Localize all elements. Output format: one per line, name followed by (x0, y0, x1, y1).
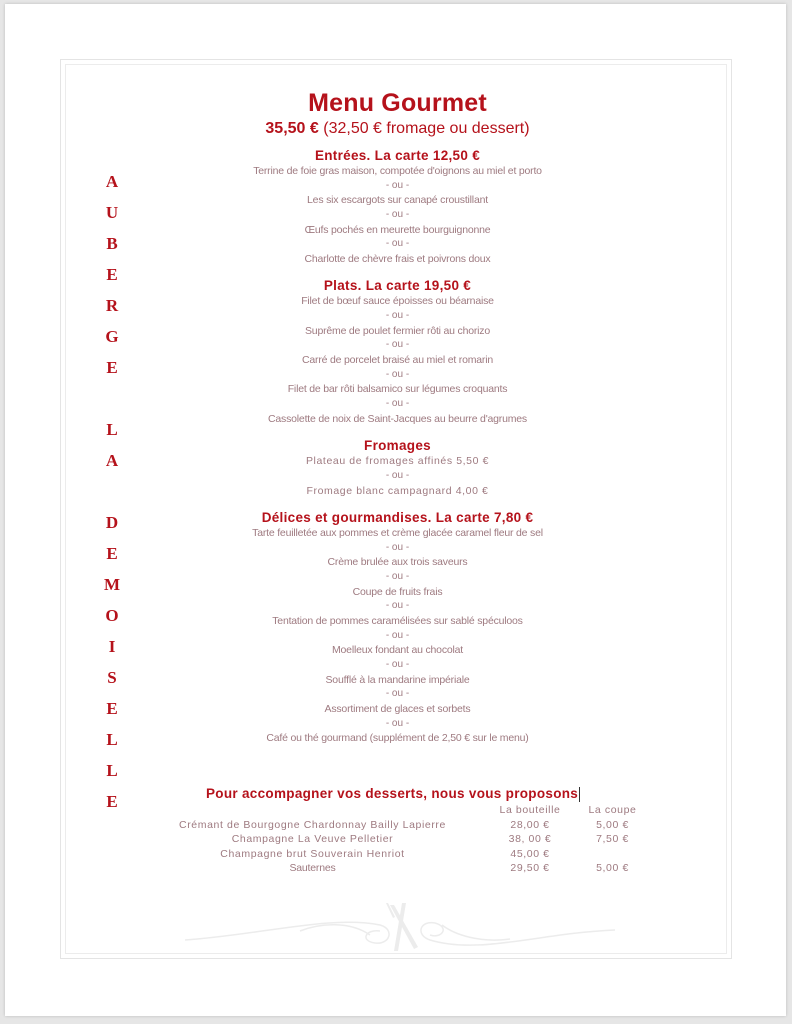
section-title-fromages: Fromages (364, 438, 431, 454)
section-title-plats: Plats. La carte 19,50 € (323, 278, 472, 294)
separator: - ou - (385, 688, 410, 700)
menu-item: Carré de porcelet braisé au miel et romarin (302, 354, 493, 367)
menu-item: Charlotte de chèvre frais et poivrons doux (304, 252, 491, 265)
separator: - ou - (385, 717, 410, 729)
side-letter: I (108, 637, 116, 656)
side-letter: A (105, 451, 119, 470)
side-letter: B (106, 234, 118, 253)
separator: - ou - (385, 541, 410, 553)
wine-name: Champagne brut Souverain Henriot (220, 847, 405, 860)
section-title-entrees: Entrées. La carte 12,50 € (314, 148, 481, 163)
side-letter: A (105, 172, 119, 191)
separator: - ou - (385, 629, 410, 641)
separator: - ou - (385, 238, 410, 250)
wine-bottle-price: 38, 00 € (508, 833, 552, 846)
wine-glass-price: 5,00 € (596, 862, 629, 875)
side-letter: O (105, 606, 119, 625)
menu-item: Soufflé à la mandarine impériale (325, 673, 470, 686)
menu-item: Tentation de pommes caramélisées sur sablé spéculoos (272, 615, 523, 628)
wine-section-title[interactable] (206, 786, 580, 802)
menu-item: Cassolette de noix de Saint-Jacques au beurre d'agrumes (268, 412, 527, 425)
header-glass: La coupe (588, 804, 637, 816)
menu-item: Filet de bar rôti balsamico sur légumes croquants (287, 383, 508, 396)
side-letter-space (96, 389, 128, 420)
side-letter: U (105, 203, 119, 222)
side-letter: M (103, 575, 121, 594)
wine-row (160, 833, 650, 848)
separator: - ou - (385, 208, 410, 220)
wine-row (160, 862, 650, 877)
side-letter: E (106, 265, 118, 284)
menu-item: Café ou thé gourmand (supplément de 2,50 € sur le menu) (266, 732, 529, 745)
menu-item: Assortiment de glaces et sorbets (324, 702, 471, 715)
wine-name: Sauternes (289, 862, 336, 875)
side-letter: E (106, 358, 118, 377)
wine-bottle-price: 28,00 € (510, 818, 550, 831)
separator: - ou - (385, 658, 410, 670)
separator: - ou - (385, 368, 410, 380)
side-letter: L (106, 730, 118, 749)
menu-price-main: 35,50 € (265, 120, 319, 137)
wine-table-header (160, 804, 650, 819)
side-letter-space (96, 482, 128, 513)
menu-item: Filet de bœuf sauce époisses ou béarnaise (301, 295, 494, 308)
wine-name: Crémant de Bourgogne Chardonnay Bailly Lapierre (179, 818, 446, 831)
menu-item: Œufs pochés en meurette bourguignonne (304, 223, 491, 236)
wine-bottle-price: 29,50 € (510, 862, 550, 875)
menu-item: Suprême de poulet fermier rôti au chorizo (305, 324, 490, 337)
separator: - ou - (385, 179, 410, 191)
menu-item: Les six escargots sur canapé croustillant (307, 194, 488, 207)
menu-content (170, 88, 625, 746)
separator: - ou - (385, 469, 410, 481)
separator: - ou - (385, 310, 410, 322)
side-letter: G (105, 327, 119, 346)
vertical-restaurant-name (96, 172, 128, 823)
wine-glass-price: 7,50 € (596, 833, 629, 846)
menu-title: Menu Gourmet (308, 89, 487, 117)
separator: - ou - (385, 397, 410, 409)
wine-row (160, 819, 650, 834)
side-letter: R (105, 296, 119, 315)
header-bottle: La bouteille (499, 804, 561, 816)
separator: - ou - (385, 571, 410, 583)
menu-item: Crème brulée aux trois saveurs (327, 556, 468, 569)
wine-name: Champagne La Veuve Pelletier (231, 833, 394, 846)
menu-price-alt: (32,50 € fromage ou dessert) (318, 120, 530, 137)
wine-table (160, 804, 650, 877)
wine-section-title-text: Pour accompagner vos desserts, nous vous proposons (206, 786, 579, 801)
menu-item: Moelleux fondant au chocolat (332, 644, 463, 657)
menu-item: Tarte feuilletée aux pommes et crème glacée caramel fleur de sel (252, 527, 543, 540)
side-letter: S (107, 668, 117, 687)
menu-price (170, 118, 625, 140)
side-letter: E (106, 544, 118, 563)
side-letter: L (106, 761, 118, 780)
text-cursor (579, 787, 580, 802)
menu-item: Coupe de fruits frais (352, 585, 443, 598)
wine-row (160, 848, 650, 863)
wine-bottle-price: 45,00 € (510, 847, 550, 860)
cutlery-flourish-ornament-icon (180, 895, 620, 955)
section-title-desserts: Délices et gourmandises. La carte 7,80 € (261, 510, 534, 526)
menu-item: Plateau de fromages affinés 5,50 € (305, 455, 490, 468)
menu-item: Fromage blanc campagnard 4,00 € (306, 484, 489, 497)
separator: - ou - (385, 600, 410, 612)
side-letter: E (106, 792, 118, 811)
side-letter: L (106, 420, 118, 439)
side-letter: E (106, 699, 118, 718)
wine-glass-price: 5,00 € (596, 818, 629, 831)
separator: - ou - (385, 339, 410, 351)
menu-item: Terrine de foie gras maison, compotée d'oignons au miel et porto (253, 165, 542, 177)
side-letter: D (105, 513, 119, 532)
